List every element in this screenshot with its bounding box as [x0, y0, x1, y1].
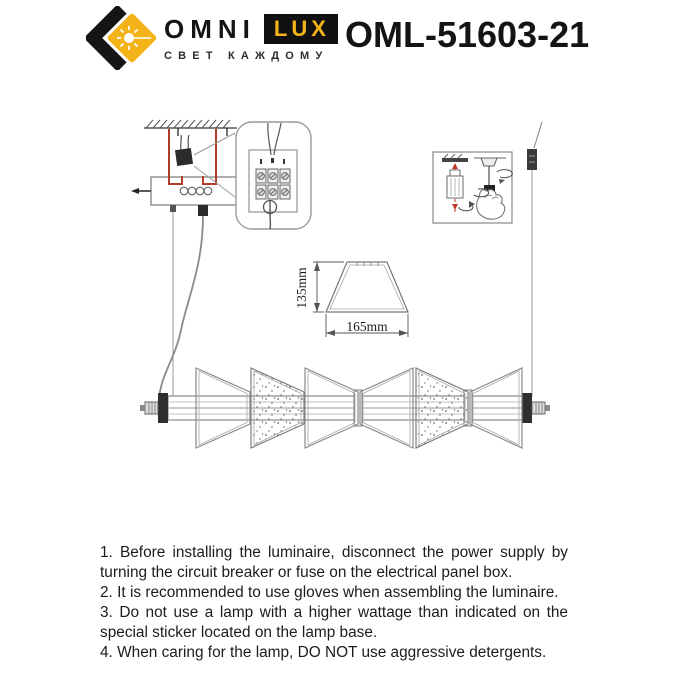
brand-name-primary: OMNI [164, 14, 256, 44]
model-number: OML-51603-21 [345, 14, 590, 55]
instruction-item-1: 1. Before installing the luminaire, disconnect the power supply by turning the circuit breaker or fuse on the electrical panel box. [100, 544, 568, 581]
instruction-item-2: 2. It is recommended to use gloves when assembling the luminaire. [100, 584, 559, 601]
suspension-cable-right [527, 122, 542, 397]
width-dimension-label: 165mm [346, 319, 388, 334]
ceiling-hatch [144, 120, 237, 128]
shade-2-crystal [251, 368, 304, 448]
instruction-item-3: 3. Do not use a lamp with a higher wattage than indicated on the special sticker located on the lamp base. [100, 604, 568, 641]
brand-tagline: СВЕТ КАЖДОМУ [164, 50, 329, 62]
cable-adjuster [527, 149, 537, 170]
instruction-item-4: 4. When caring for the lamp, DO NOT use aggressive detergents. [100, 644, 547, 661]
cord-grip [198, 205, 208, 216]
assembly-inset [433, 152, 512, 223]
canopy-box [151, 177, 239, 205]
terminal-detail-callout [236, 122, 311, 229]
shade-5-crystal [416, 368, 468, 448]
installation-instructions [100, 543, 568, 663]
terminal-block [175, 135, 193, 166]
fixture-diagram [140, 368, 550, 448]
height-dimension-label: 135mm [294, 267, 309, 309]
brand-name-secondary: LUX [264, 14, 338, 44]
shade-dimension-diagram [294, 262, 408, 337]
